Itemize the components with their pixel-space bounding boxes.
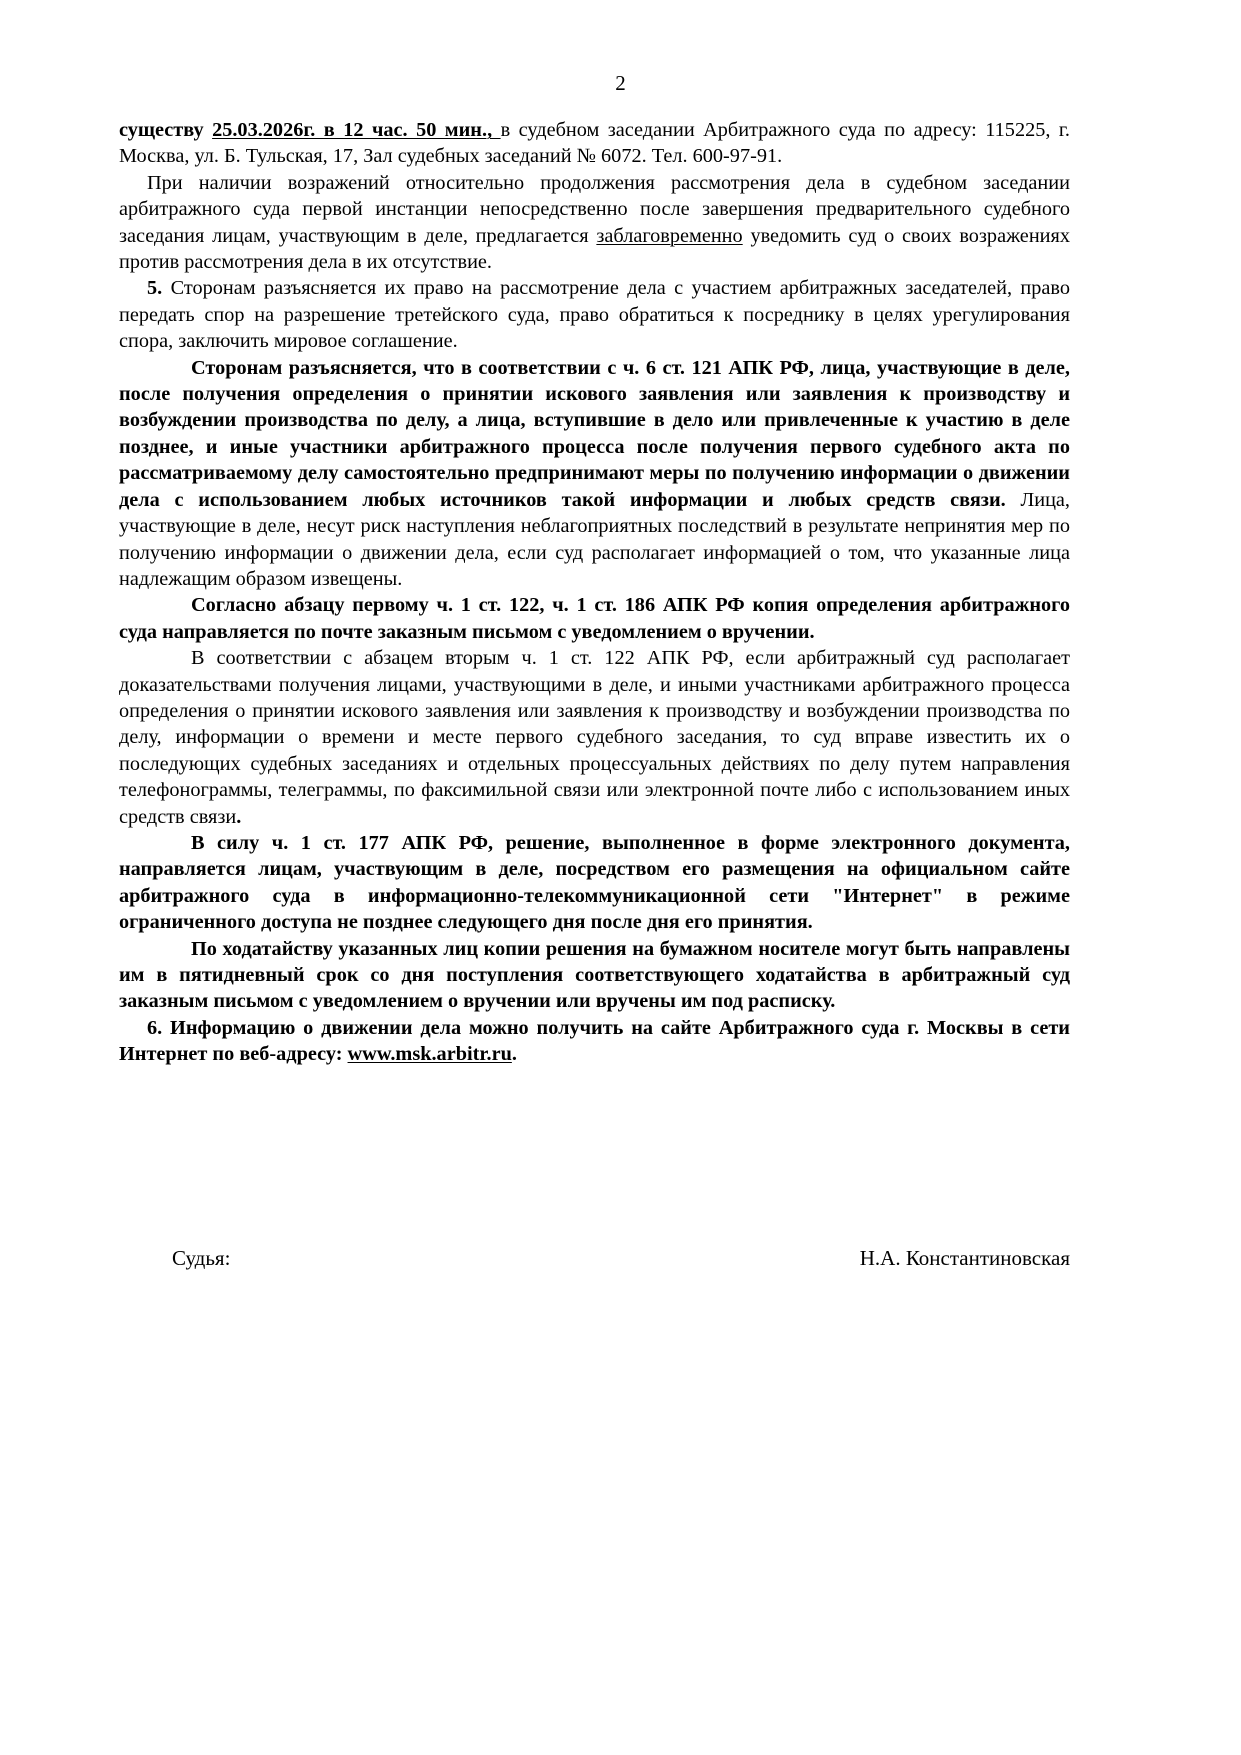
paragraph-paper-copies <box>119 936 1070 1015</box>
paper-copies-bold: По ходатайству указанных лиц копии решения на бумажном носителе могут быть направлены им в пятидневный срок со дня поступления соответствующего ходатайства в арбитражный суд заказным письмом с уведомлением о вручении или вручены им под расписку. <box>119 937 1070 1013</box>
document-body <box>119 117 1070 1068</box>
paragraph-art-177 <box>119 830 1070 936</box>
art-122-period: . <box>236 805 242 828</box>
website-text: 6. Информацию о движении дела можно получить на сайте Арбитражного суда г. Москвы в сети Интернет по веб-адресу: <box>119 1016 1070 1066</box>
judge-label: Судья: <box>172 1246 231 1270</box>
court-website-link[interactable]: www.msk.arbitr.ru <box>347 1043 512 1066</box>
bold-lead: существу <box>119 119 213 141</box>
paragraph-art-122-second <box>119 645 1070 830</box>
art-121-bold: Сторонам разъясняется, что в соответствии с ч. 6 ст. 121 АПК РФ, лица, участвующие в деле, после получения определения о принятии искового заявления или заявления к производству и возбуждении производства по делу, а лица, вступившие в дело или привлеченные к участию в деле позднее, и иные участники арбитражного процесса после получения первого судебного акта по рассматриваемому делу самостоятельно предпринимают меры по получению информации о движении дела с использованием любых источников такой информации и любых средств связи. <box>119 356 1070 511</box>
underlined-word: заблаговременно <box>596 224 743 247</box>
rights-text: Сторонам разъясняется их право на рассмотрение дела с участием арбитражных заседателей, право передать спор на разрешение третейского суда, право обратиться к посреднику в целях урегулирования спора, заключить мировое соглашение. <box>119 277 1070 353</box>
website-period: . <box>511 1043 517 1066</box>
judge-name: Н.А. Константиновская <box>859 1246 1070 1270</box>
paragraph-art-121 <box>119 355 1070 593</box>
objections-lead: При наличии возражений относительно продолжения рассмотрения дела в судебном заседании арбитражного суда первой инстанции непосредственно после завершения предварительного судебного заседания лицам, участвующим в деле, предлагается <box>119 171 1070 247</box>
paragraph-6-website <box>119 1015 1070 1068</box>
paragraph-objections <box>119 170 1070 276</box>
paragraph-hearing-date <box>119 117 1070 170</box>
art-121-normal: Лица, участвующие в деле, несут риск наступления неблагоприятных последствий в результате непринятия мер по получению информации о движении дела, если суд располагает информацией о том, что указанные лица надлежащим образом извещены. <box>119 488 1070 590</box>
objections-rest: уведомить суд о своих возражениях против рассмотрения дела в их отсутствие. <box>119 224 1070 274</box>
hearing-datetime: 25.03.2026г. в 12 час. 50 мин., <box>212 119 501 141</box>
paragraph-5-rights <box>119 275 1070 354</box>
art-122-186-bold: Согласно абзацу первому ч. 1 ст. 122, ч. 1 ст. 186 АПК РФ копия определения арбитражного суда направляется по почте заказным письмом с уведомлением о вручении. <box>119 594 1070 643</box>
item-number-5: 5. <box>147 277 163 300</box>
paragraph-art-122-186 <box>119 592 1070 645</box>
art-177-bold: В силу ч. 1 ст. 177 АПК РФ, решение, выполненное в форме электронного документа, направляется лицам, участвующим в деле, посредством его размещения на официальном сайте арбитражного суда в информационно-телекоммуникационной сети "Интернет" в режиме ограниченного доступа не позднее следующего дня после дня его принятия. <box>119 831 1070 934</box>
art-122-normal: В соответствии с абзацем вторым ч. 1 ст. 122 АПК РФ, если арбитражный суд располагает доказательствами получения лицами, участвующими в деле, и иными участниками арбитражного процесса определения о принятии искового заявления или заявления к производству и возбуждении производства по делу, информации о времени и месте первого судебного заседания, то суд вправе известить их о последующих судебных заседаниях и отдельных процессуальных действиях по делу путем направления телефонограммы, телеграммы, по факсимильной связи или электронной почте либо с использованием иных средств связи <box>119 647 1070 828</box>
page-number: 2 <box>615 71 626 95</box>
hearing-address: в судебном заседании Арбитражного суда по адресу: 115225, г. Москва, ул. Б. Тульская, 17, Зал судебных заседаний № 6072. Тел. 600-97-91. <box>119 119 1070 168</box>
signature-block <box>172 1245 1070 1275</box>
